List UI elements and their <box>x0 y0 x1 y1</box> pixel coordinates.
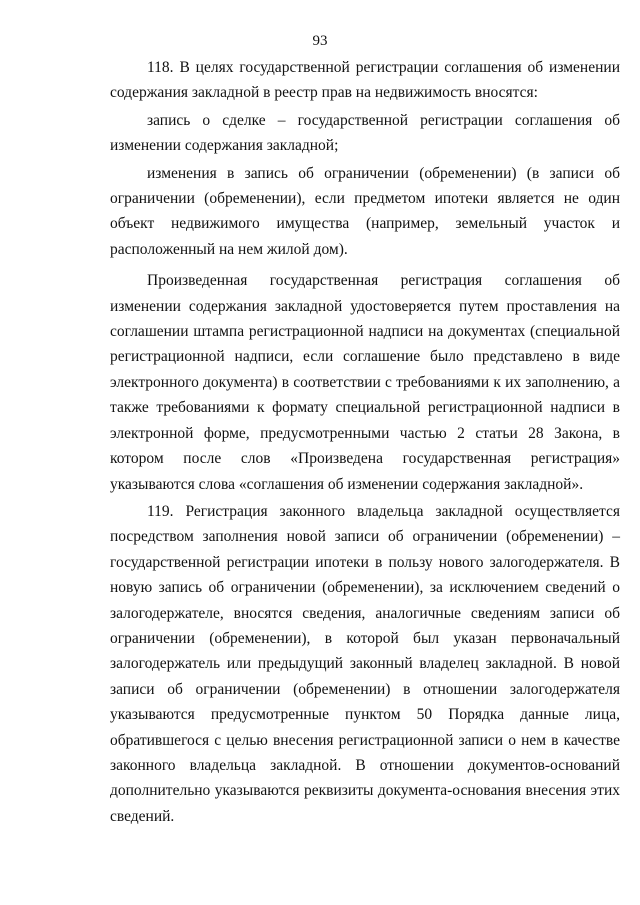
paragraph-registration-certification: Произведенная государственная регистрация соглашения об изменении содержания закладной удостоверяется путем проставления на соглашении штампа регистрационной надписи на документах (специальной регистрационной надписи, если соглашение было представлено в виде электронного документа) в соответствии с требованиями к их заполнению, а также требованиями к формату специальной регистрационной надписи в электронной форме, предусмотренными частью 2 статьи 28 Закона, в котором после слов «Произведена государственная регистрация» указываются слова «соглашения об изменении содержания закладной». <box>110 272 620 493</box>
page-number: 93 <box>312 33 328 49</box>
paragraph-record-of-deal: запись о сделке – государственной регистрации соглашения об изменении содержания закладной; <box>110 111 620 155</box>
paragraph-118: 118. В целях государственной регистрации соглашения об изменении содержания закладной в реестр прав на недвижимость вносятся: <box>110 59 620 102</box>
paragraph-changes-to-record: изменения в запись об ограничении (обременении) (в записи об ограничении (обременении), если предметом ипотеки является не один объект недвижимого имущества (например, земельный участок и расположенный на нем жилой дом). <box>110 164 620 258</box>
paragraph-119: 119. Регистрация законного владельца закладной осуществляется посредством заполнения новой записи об ограничении (обременении) – государственной регистрации ипотеки в пользу нового залогодержателя. В новую запись об ограничении (обременении), за исключением сведений о залогодержателе, вносятся сведения, аналогичные сведениям записи об ограничении (обременении), в которой был указан первоначальный залогодержатель или предыдущий законный владелец закладной. В новой записи об ограничении (обременении) в отношении залогодержателя указываются предусмотренные пунктом 50 Порядка данные лица, обратившегося с целью внесения регистрационной записи о нем в качестве законного владельца закладной. В отношении документов-оснований дополнительно указываются реквизиты документа-основания внесения этих сведений. <box>110 502 620 825</box>
document-body <box>110 55 620 831</box>
